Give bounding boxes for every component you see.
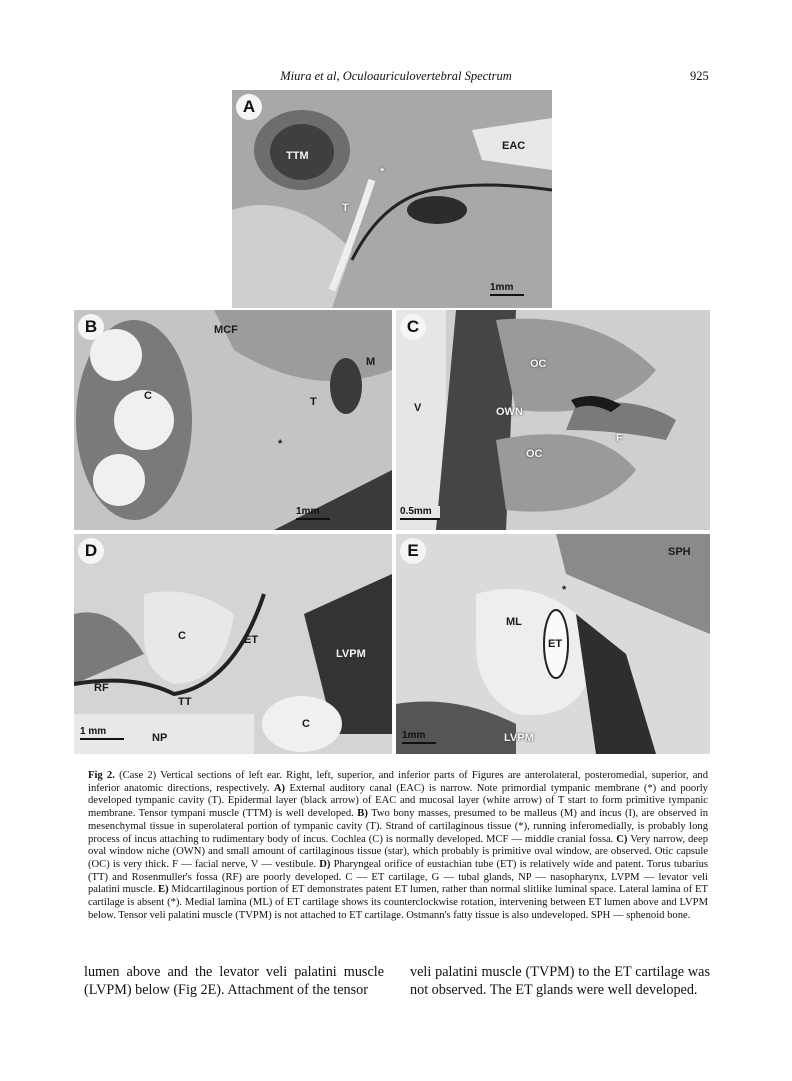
caption-figure-label: Fig 2. — [88, 770, 115, 781]
panel-e-label-asterisk: * — [562, 584, 567, 596]
panel-b-label-asterisk: * — [278, 438, 283, 450]
panel-a-micrograph — [232, 90, 552, 308]
panel-c-label-f: F — [616, 432, 623, 444]
panel-e-scale-text: 1mm — [402, 730, 426, 741]
panel-c-label-own: OWN — [496, 406, 523, 418]
caption-part-d: Pharyngeal orifice of eustachian tube (ET) is relatively wide and patent. Torus tubarius (TT) and Rosenmuller's fossa (RF) are poorly developed. C — ET cartilage, G — tubal glands, NP — nasopharynx, LVPM — levator veli palatini muscle. — [88, 858, 708, 896]
page-number: 925 — [690, 69, 709, 83]
panel-b-scale-bar — [296, 506, 330, 520]
caption-part-a-label: A) — [273, 782, 286, 794]
panel-d-label-tt: TT — [178, 696, 192, 708]
figure-caption — [88, 770, 708, 922]
caption-part-e-label: E) — [158, 884, 169, 896]
caption-part-b: Two bony masses, presumed to be malleus (M) and incus (I), are observed in mesenchymal tissue in superolateral portion of tympanic cavity (T). Strand of cartilaginous tissue (*), running inferomedially, is probably long process of incus attaching to rudimentary body of incus. Cochlea (C) is normally developed. MCF — middle cranial fossa. — [88, 808, 709, 845]
panel-c-label-v: V — [414, 402, 422, 414]
figure-panel-b — [74, 310, 392, 530]
panel-a-letter: A — [236, 94, 262, 120]
panel-b-label-m: M — [366, 356, 376, 368]
caption-part-d-label: D) — [319, 858, 331, 870]
body-text-left-column: lumen above and the levator veli palatini muscle (LVPM) below (Fig 2E). Attachment of the tensor — [84, 964, 384, 998]
panel-e-label-lvpm: LVPM — [504, 732, 534, 744]
caption-part-b-label: B) — [357, 808, 368, 820]
panel-d-letter: D — [78, 538, 104, 564]
panel-e-label-et: ET — [548, 638, 563, 650]
panel-d-label-rf: RF — [94, 682, 109, 694]
panel-c-scale-bar — [400, 506, 440, 520]
panel-a-scale-text: 1mm — [490, 282, 514, 293]
panel-c-letter: C — [400, 314, 426, 340]
panel-d-label-et: ET — [244, 634, 259, 646]
panel-d-label-c-lower: C — [302, 718, 310, 730]
panel-d-label-c-upper: C — [178, 630, 186, 642]
figure-panel-e — [396, 534, 710, 754]
panel-d-micrograph — [74, 534, 392, 754]
figure-panel-a — [232, 90, 552, 308]
panel-b-label-t: T — [310, 396, 317, 408]
panel-d-label-lvpm: LVPM — [336, 648, 366, 660]
panel-c-label-oc-lower: OC — [526, 448, 543, 460]
figure-panel-d — [74, 534, 392, 754]
panel-d-scale-text: 1 mm — [80, 726, 107, 737]
panel-e-scale-bar — [402, 730, 436, 744]
body-text-right-column: veli palatini muscle (TVPM) to the ET cartilage was not observed. The ET glands were well developed. — [410, 964, 710, 998]
caption-intro: (Case 2) Vertical sections of left ear. Right, left, superior, and inferior parts of Figures are anterolateral, posteromedial, superior, and inferior anatomic directions, respectively. — [88, 770, 709, 794]
panel-e-letter: E — [400, 538, 426, 564]
caption-part-a: External auditory canal (EAC) is narrow. Note primordial tympanic membrane (*) and poorly developed tympanic cavity (T). Epidermal layer (black arrow) of EAC and mucosal layer (white arrow) of T start to form primitive tympanic membrane. Tensor tympani muscle (TTM) is well developed. — [88, 782, 708, 820]
panel-a-label-t: T — [342, 202, 349, 214]
panel-b-letter: B — [78, 314, 104, 340]
panel-a-label-asterisk: * — [380, 166, 385, 178]
caption-part-e: Midcartilaginous portion of ET demonstrates patent ET lumen, rather than normal slitlike luminal space. Lateral lamina of ET cartilage is absent (*). Medial lamina (ML) of ET cartilage shows its counterclockwise rotation, intervening between ET lumen above and LVPM below. Tensor veli palatini muscle (TVPM) is not attached to ET cartilage. Ostmann's fatty tissue is also undeveloped. SPH — sphenoid bone. — [88, 884, 708, 921]
panel-c-micrograph — [396, 310, 710, 530]
panel-a-label-ttm: TTM — [286, 150, 309, 162]
caption-part-c-label: C) — [616, 833, 628, 845]
panel-d-label-np: NP — [152, 732, 168, 744]
panel-b-label-mcf: MCF — [214, 324, 238, 336]
running-header-title: Miura et al, Oculoauriculovertebral Spectrum — [280, 69, 512, 83]
panel-e-label-ml: ML — [506, 616, 522, 628]
panel-a-scale-bar — [490, 282, 524, 296]
panel-b-micrograph — [74, 310, 392, 530]
panel-c-scale-text: 0.5mm — [400, 506, 432, 517]
panel-e-label-sph: SPH — [668, 546, 691, 558]
panel-b-label-c: C — [144, 390, 152, 402]
figure-panel-c — [396, 310, 710, 530]
panel-c-label-oc-upper: OC — [530, 358, 547, 370]
panel-a-label-eac: EAC — [502, 140, 526, 152]
caption-part-c: Very narrow, deep oval window niche (OWN) and small amount of cartilaginous tissue (star), which probably is primitive oval window, are observed. Otic capsule (OC) is very thick. F — facial nerve, V — vestibule. — [88, 833, 708, 870]
panel-b-scale-text: 1mm — [296, 506, 320, 517]
panel-d-scale-bar — [80, 726, 124, 740]
